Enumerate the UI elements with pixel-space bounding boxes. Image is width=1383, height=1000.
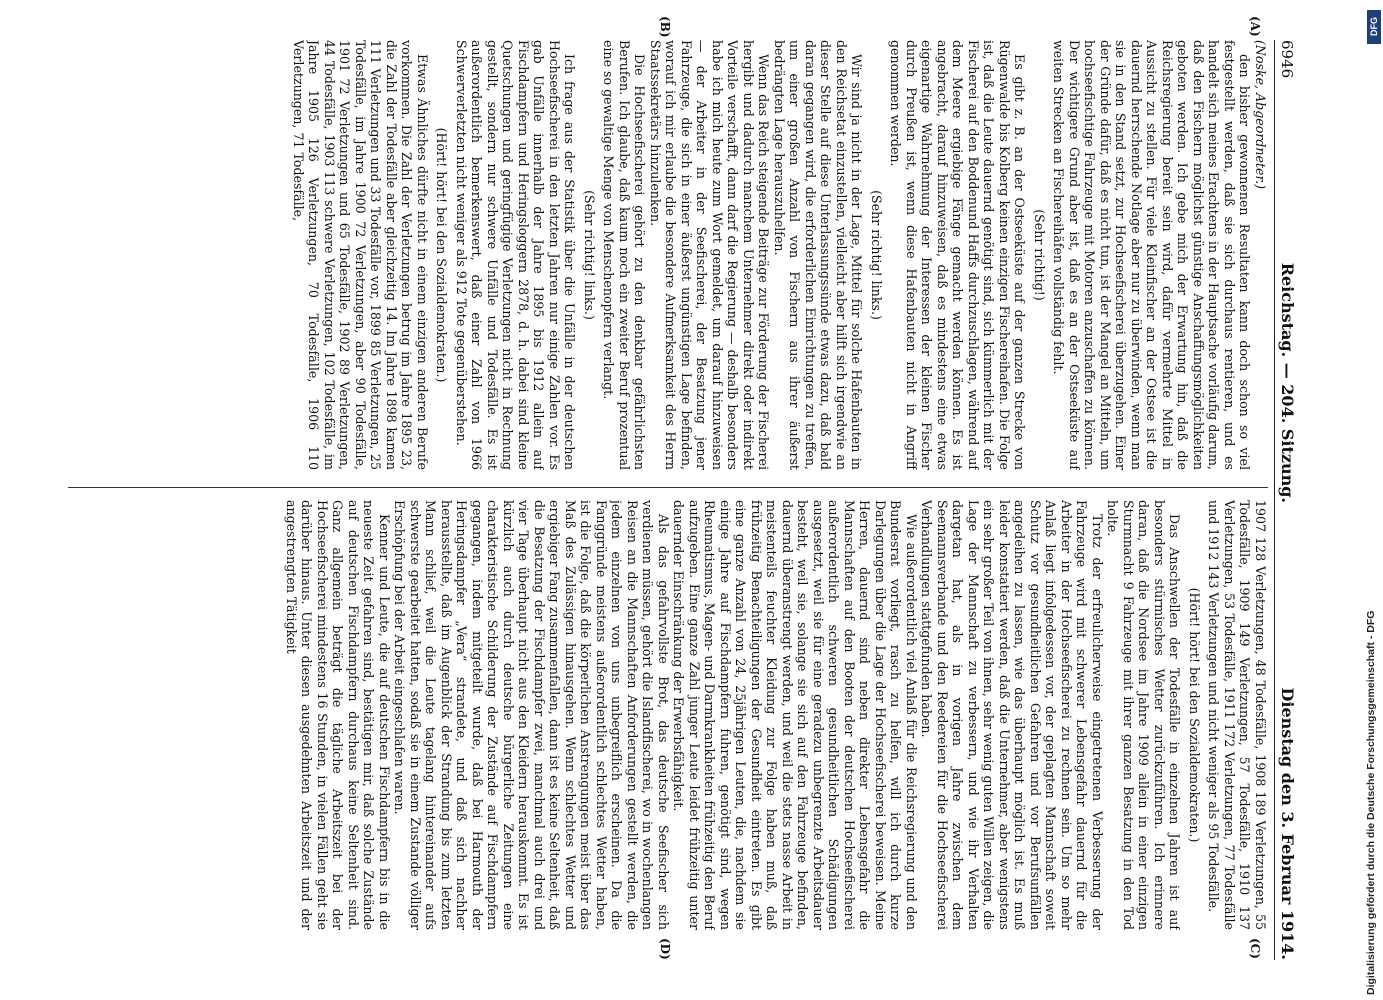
- left-text-column: [68, 40, 1268, 470]
- page-number: 6946: [1278, 40, 1296, 79]
- marker-c: (C): [1248, 938, 1262, 959]
- paragraph: Etwas Ähnliches dürfte nicht in einem einzigen anderen Berufe vorkommen. Die Zahl der Verletzungen betrug im Jahre 1895 23, die Zahl der Todesfälle aber gleichzeitig 14. Im Jahre 1898 kamen 111 Verletzungen und 33 Todesfälle vor, 1899 85 Verletzungen, 25 Todesfälle, im Jahre 1900 72 Verletzungen, aber 90 Todesfälle, 1901 72 Verletzungen und 65 Todesfälle, 1902 89 Verletzungen, 44 Todesfälle, 1903 113 schwere Verletzungen, 102 Todesfälle, im Jahre 1905 126 Verletzungen, 70 Todesfälle, 1906 110 Verletzungen, 71 Todesfälle,: [291, 40, 430, 470]
- paragraph: Wie außerordentlich viel Anlaß für die Reichsregierung und den Bundesrat vorliegt, rasch zu helfen, will ich durch kurze Darlegungen über die Lage der Hochseefischerei beweisen. Meine Herren, dauernd sind neben direkter Lebensgefahr die Mannschaften auf den Booten der deutschen Hochseefischerei außerordentlich schweren gesundheitlichen Schädigungen ausgesetzt, weil sie für eine geradezu unbegrenzte Arbeitsdauer besteht, weil sie, solange sie sich auf den Fahrzeuge befinden, dauernd überanstrengt werden, und weil die stets nasse Arbeit in meistenteils feuchter Kleidung zur Folge haben muß, daß frühzeitig Benachteiligungen der Gesundheit eintreten. Es gibt eine ganze Anzahl von 24, 25jährigen Leuten, die, nachdem sie einige Jahre auf Fischdampfern fuhren, genötigt sind, wegen Rheumatismus, Magen- und Darmkrankheiten frühzeitig den Beruf aufzugeben. Eine ganze Zahl junger Leute leidet frühzeitig unter dauernder Einschränkung der Erwerbsfähigkeit.: [671, 500, 919, 930]
- paragraph: Als das gefahrvollste Brot, das deutsche Seefischer sich verdienen müssen, gehört die Islandfischerei, wo in wochenlangen Reisen an die Mannschaften Anforderungen gestellt werden, die jedem einzelnen von uns unbegreiflich erscheinen. Da die Fanggründe meistens außerordentlich schlechtes Wetter haben, ist die Folge, daß die körperlichen Anstrengungen meist über das Maß des Zulässigen hinausgehen. Wenn schlechtes Wetter und ergiebiger Fang zusammenfallen, dann ist es keine Seltenheit, daß die Besatzung der Fischdampfer zwei, manchmal auch drei und vier Tage überhaupt nicht aus den Kleidern herauskommt. Es ist kürzlich auch durch deutsche bürgerliche Zeitungen eine charakteristische Schilderung der Zustände auf Fischdampfern gegangen, indem mitgeteilt wurde, daß bei Harmouth der Heringsdampfer „Vera“ strandete, und daß sich nachher herausstellte, daß im Augenblick der Strandung bis zum letzten Mann schlief, weil die Leute tagelang hintereinander aufs schwerste gearbeitet hatten, sodaß sie in einem Zustande völliger Erschöpfung bei der Arbeit eingeschlafen waren.: [392, 500, 671, 930]
- paragraph: Wir sind ja nicht in der Lage, Mittel für solche Hafenbauten in den Reichsetat einzustellen, vielleicht aber hilft sich irgendwie an dieser Stelle auf diese Unterlassungssünde etwas dazu, daß bald daran gegangen wird, die erforderlichen Einrichtungen zu treffen, um einer großen Anzahl von Fischern aus ihrer äußerst bedrängten Lage herauszuhelfen.: [772, 40, 865, 470]
- header-right-title: Dienstag den 3. Februar 1914.: [1278, 687, 1297, 960]
- paragraph: Kenner und Leute, die auf deutschen Fischdampfern bis in die neueste Zeit gefahren sind, bestätigen mir, daß solche Zustände auf deutschen Fischdampfern durchaus keine Seltenheit sind. Ganz allgemein beträgt die tägliche Arbeitszeit bei der Hochseefischerei mindestens 16 Stunden, in vielen Fällen geht sie darüber hinaus. Unter diesen ausgedehnten Arbeitszeit und der angestrengten Tätigkeit: [284, 500, 392, 930]
- speaker-label: (Noske, Abgeordneter.): [1253, 40, 1268, 190]
- marker-b: (B): [658, 16, 672, 38]
- paragraph: Ich frage aus der Statistik über die Unfälle in der deutschen Hochseefischerei in den letzten Jahren nur einige Zahlen vor. Es gab Unfälle innerhalb der Jahre 1895 bis 1912 allein auf Fischdampfern und Heringsloggern 2878, d. h. dabei sind kleine Quetschungen und geringfügige Verletzungen nicht in Rechnung gestellt, sondern nur schwere Unfälle und Todesfälle. Es ist außerordentlich bemerkenswert, daß einer Zahl von 1966 Schwerverletzten nicht weniger als 912 Tote gegenüberstehen.: [454, 40, 578, 470]
- interjection: (Sehr richtig! links.): [869, 190, 884, 320]
- dfg-logo[interactable]: DFG: [1367, 10, 1381, 44]
- paragraph: Trotz der erfreulicherweise eingetretenen Verbesserung der Fahrzeuge wird mit schwerer Lebensgefahr dauernd für die Arbeiter in der Hochseefischerei zu rechnen sein. Um so mehr Anlaß liegt infolgedessen vor, der geplagten Mannschaft soweit Schutz vor gesundheitlichen Gefahren und vor Berufsunfällen angedeihen zu lassen, wie das überhaupt möglich ist. Es muß leider konstatiert werden, daß die Unternehmer, aber wenigstens ein sehr großer Teil von ihnen, sehr wenig guten Willen zeigen, die Lage der Mannschaft zu verbessern, und wie ihr Verhalten dargetan hat, als in vorigen Jahre zwischen dem Seemannsverbande und den Reedereien für die Hochseefischerei Verhandlungen stattgefunden haben.: [919, 500, 1105, 930]
- digitization-note: Digitalisierung gefördert durch die Deutsche Forschungsgemeinschaft - DFG: [1365, 610, 1377, 995]
- paragraph: Das Anschwellen der Todesfälle in einzelnen Jahren ist auf besonders stürmisches Wetter zurückzuführen. Ich erinnere daran, daß die Nordsee im Jahre 1909 allein in einer einzigen Sturmnacht 9 Fahrzeuge mit ihrer ganzen Besatzung in den Tod holte.: [1105, 500, 1183, 930]
- marker-a: (A): [1248, 16, 1262, 37]
- paragraph: Wenn das Reich steigende Beiträge zur Förderung der Fischerei hergibt und dadurch manchem Unternehmer direkt oder indirekt Vorteile verschafft, dann darf die Regierung — deshalb besonders habe ich mich heute zum Wort gemeldet, um darauf hinzuweisen — der Arbeiter in der Seefischerei, der Besatzung jener Fahrzeuge, die sich in einer äußerst ungünstigen Lage befinden, worauf ich mir erlaube die besondere Aufmerksamkeit des Herrn Staatssekretärs hinzulenken.: [648, 40, 772, 470]
- document-page: [52, 16, 1312, 960]
- header-left-title: Reichstag. — 204. Sitzung.: [1278, 262, 1297, 503]
- paragraph: Es gibt z. B. an der Ostseeküste auf der ganzen Strecke von Rügenwalde bis Kolberg keinen einzigen Fischereihafen. Die Folge ist, daß die Leute dauernd genötigt sind, sich kümmerlich mit der Fischerei auf den Boddenund Haffs durchzuschlagen, während auf dem Meere ergiebige Fänge gemacht werden können. Es ist angebracht, darauf hinzuweisen, daß es mindestens eine etwas eigenartige Wahrnehmung der Interessen der kleinen Fischer durch Preußen ist, wenn diese Hafenbauten nicht in Angriff genommen werden.: [888, 40, 1028, 470]
- right-text-column: [68, 500, 1268, 930]
- interjection: (Hört! hört! bei den Sozialdemokraten.): [1187, 587, 1202, 843]
- paragraph: Die Hochseefischerei gehört zu den denkbar gefährlichsten Berufen. Ich glaube, daß kaum noch ein zweiter Beruf prozentual eine so gewaltige Menge von Menschenopfern verlangt.: [601, 40, 648, 470]
- interjection: (Hört! hört! bei den Sozialdemokraten.): [434, 127, 450, 383]
- interjection: (Sehr richtig!): [1032, 209, 1047, 301]
- paragraph: 1907 128 Verletzungen, 48 Todesfälle, 1908 189 Verletzungen, 55 Todesfälle, 1909 149 Verletzungen, 57 Todesfälle, 1910 137 Verletzungen, 53 Todesfälle, 1911 172 Verletzungen, 77 Todesfälle und 1912 143 Verletzungen und nicht weniger als 95 Todesfälle.: [1206, 500, 1268, 930]
- marker-d: (D): [658, 938, 672, 960]
- paragraph: den bisher gewonnenen Resultaten kann doch schon so viel festgestellt werden, daß sie sich durchaus rentieren, und es handelt sich meines Erachtens in der Hauptsache vorläufig darum, daß den Fischern möglichst günstige Anschaffungsmöglichkeiten geboten werden. Ich gebe mich der Erwartung hin, daß die Reichsregierung bereit sein wird, dafür vermehrte Mittel in Aussicht zu stellen. Für viele Kleinfischer an der Ostsee ist die dauernd herrschende Notlage aber nur zu überwinden, wenn man sie in den Stand setzt, zur Hochseefischerei überzugehen. Einer der Gründe dafür, daß es nicht tun, ist der Mangel an Mitteln, um hochseefischtige Fahrzeuge mit Motoren anzuschaffen zu können. Der wichtigere Grund aber ist, daß es an der Ostseeküste auf weiten Strecken an Fischereihäfen vollständig fehlt.: [1051, 40, 1253, 470]
- page-header: [1274, 40, 1312, 960]
- interjection: (Sehr richtig! links.): [582, 190, 597, 320]
- column-divider: [68, 487, 1268, 488]
